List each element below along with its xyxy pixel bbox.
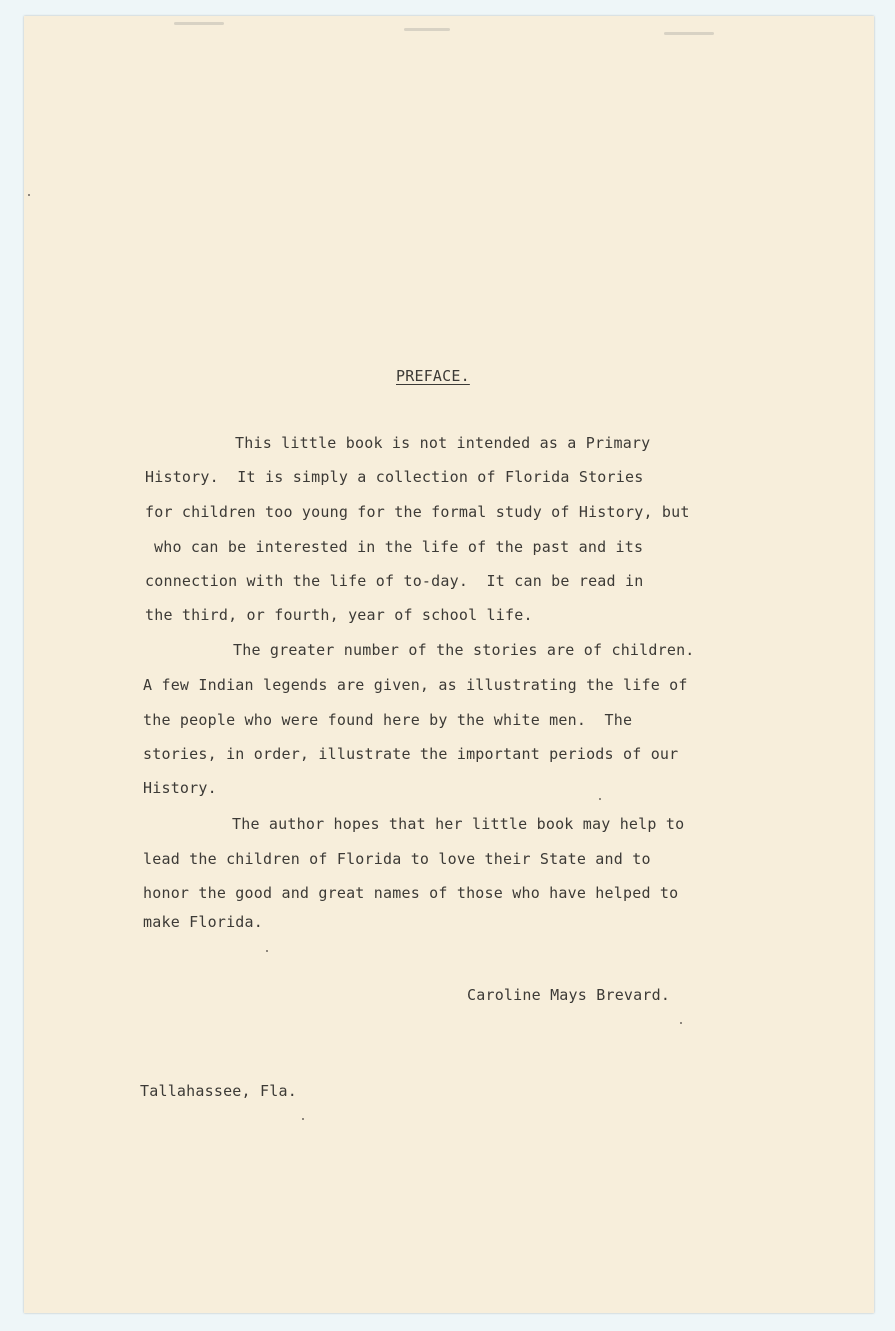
- paragraph-line: The author hopes that her little book may help to: [232, 815, 685, 833]
- paragraph-line: for children too young for the formal study of History, but: [145, 503, 690, 521]
- signature: Caroline Mays Brevard.: [467, 986, 671, 1004]
- paragraph-line: stories, in order, illustrate the important periods of our: [143, 745, 679, 763]
- paragraph-line: The greater number of the stories are of children.: [233, 641, 695, 659]
- ink-speck: [302, 1118, 304, 1120]
- paragraph-line: History.: [143, 779, 217, 797]
- paragraph-line: History. It is simply a collection of Florida Stories: [145, 468, 644, 486]
- paper-sheet: [24, 16, 874, 1313]
- paragraph-line: connection with the life of to-day. It can be read in: [145, 572, 644, 590]
- paragraph-line: This little book is not intended as a Primary: [235, 434, 651, 452]
- paragraph-line: the third, or fourth, year of school life.: [145, 606, 533, 624]
- ink-speck: [28, 194, 30, 196]
- paragraph-line: A few Indian legends are given, as illustrating the life of: [143, 676, 688, 694]
- ink-speck: [599, 798, 601, 800]
- paragraph-line: lead the children of Florida to love their State and to: [143, 850, 651, 868]
- staple-mark: [664, 32, 714, 35]
- staple-mark: [404, 28, 450, 31]
- paragraph-line: honor the good and great names of those who have helped to: [143, 884, 679, 902]
- paragraph-line: the people who were found here by the white men. The: [143, 711, 633, 729]
- location-line: Tallahassee, Fla.: [140, 1082, 297, 1100]
- paragraph-line: make Florida.: [143, 913, 263, 931]
- page-title: PREFACE.: [396, 367, 470, 385]
- ink-speck: [266, 950, 268, 952]
- ink-speck: [680, 1022, 682, 1024]
- paragraph-line: who can be interested in the life of the past and its: [154, 538, 644, 556]
- staple-mark: [174, 22, 224, 25]
